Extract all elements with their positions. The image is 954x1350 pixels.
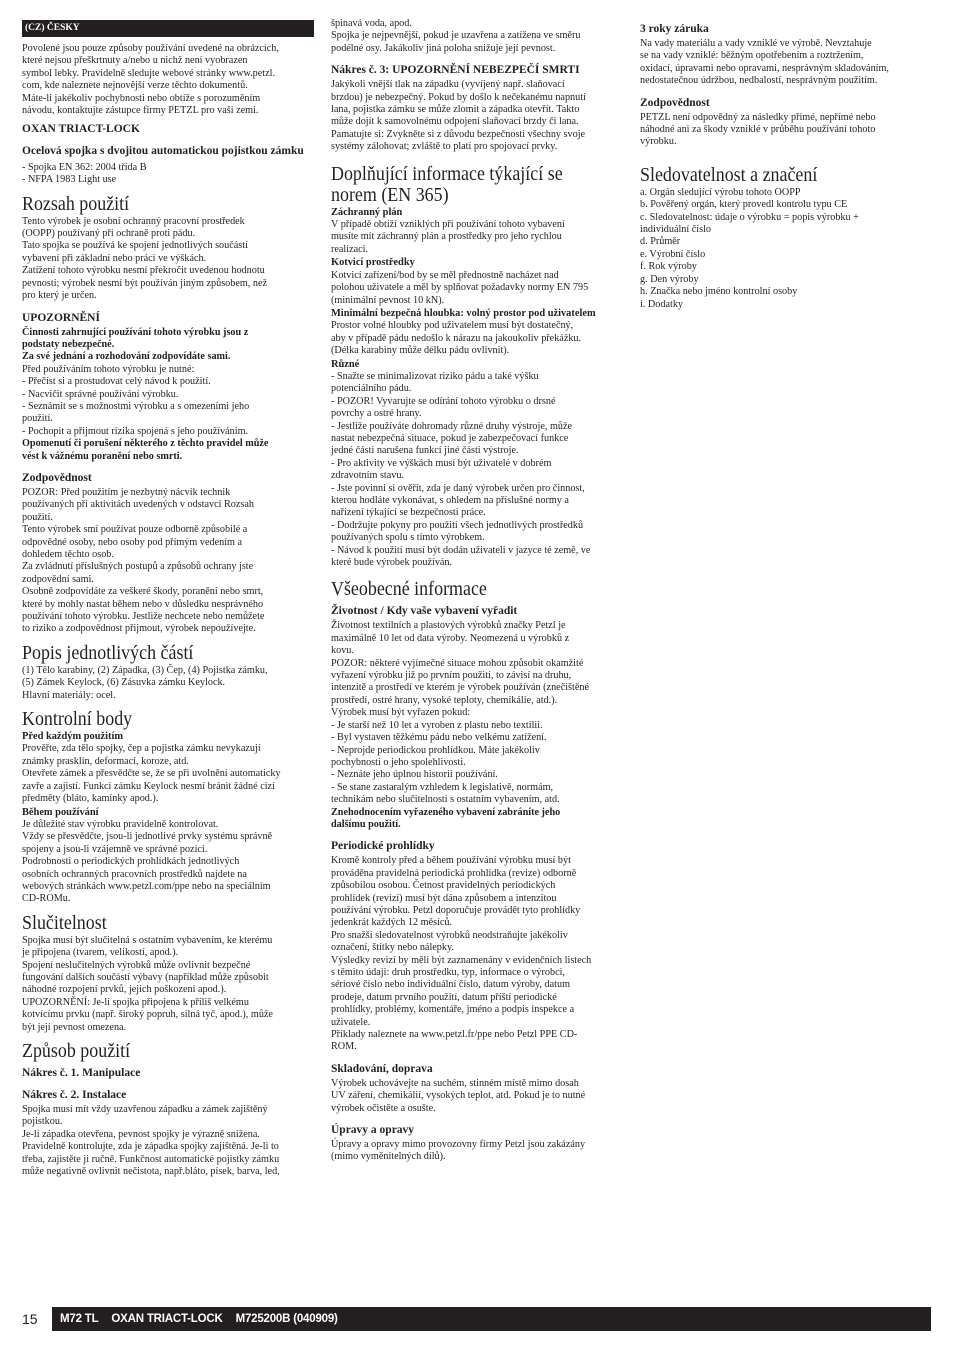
liability-text: PETZL není odpovědný za následky přímé, nepřímé nebo náhodné ani za škody vzniklé v průběhu používání tohoto výrobku. bbox=[640, 111, 876, 148]
footer-bar bbox=[52, 1307, 931, 1331]
parts-text: (1) Tělo karabiny, (2) Západka, (3) Čep, (4) Pojistka zámku, (5) Zámek Keylock, (6) Zásuvka zámku Keylock. Hlavní materiály: ocel. bbox=[22, 664, 268, 701]
warning-heading: UPOZORNĚNÍ bbox=[22, 311, 100, 324]
extra-info-heading: Doplňující informace týkající se norem (EN 365) bbox=[331, 163, 563, 206]
warning-bold-text: Činnosti zahrnující používání tohoto výrobku jsou z podstaty nebezpečné. Za své jednání a rozhodování zodpovídáte sami. bbox=[22, 326, 249, 363]
standards-list: - Spojka EN 362: 2004 třída B - NFPA 1983 Light use bbox=[22, 161, 147, 186]
scope-heading: Rozsah použití bbox=[22, 193, 130, 215]
before-use-heading: Před každým použitím bbox=[22, 731, 124, 743]
warranty-text: Na vady materiálu a vady vzniklé ve výrobě. Nevztahuje se na vady vzniklé: běžným opotřebením a roztržením, oxidací, úpravami nebo opravami, nesprávným skladováním, nedostatečnou údržbou, nedbalostí, nesprávným použitím. bbox=[640, 38, 889, 87]
lifetime-text: Životnost textilních a plastových výrobků značky Petzl je maximálně 10 let od data výroby. Neomezená u výrobků z kovu. POZOR: některé vyjímečné situace mohou způsobit okamžité vyřazení výrobku již po prvním použití, to závisí na druhu, intenzitě a prostředí ve kterém je výrobek používán (znečištěné prostředí, ostré hrany, vysoké teploty, chemikálie, atd.). Výrobek musí být vyřazen pokud: - Je starší než 10 let a vyroben z plastu nebo textilii. - Byl vystaven těžkému pádu nebo velkému zatížení. - Neprojde periodickou prohlídkou. Máte jakékoliv pochybnosti o jeho spolehlivosti. - Neznáte jeho úplnou historii používání. - Se stane zastaralým vzhledem k legislativě, normám, technikám nebo slučitelnosti s ostatním vybavením, atd. bbox=[331, 620, 589, 806]
during-use-heading: Během používání bbox=[22, 806, 99, 818]
usage-text-continued: špinavá voda, apod. Spojka je nejpevnější, pokud je uzavřena a zatížena ve směru podélné osy. Jakákoliv jiná poloha snižuje její pevnost. bbox=[331, 18, 581, 54]
liability-heading: Zodpovědnost bbox=[640, 96, 710, 109]
rescue-plan-text: V případě obtíží vzniklých při používání tohoto vybavení musíte mít záchranný plán a prostředky pro jeho rychlou realizaci. bbox=[331, 219, 565, 255]
column-2 bbox=[331, 18, 624, 1164]
product-name: OXAN TRIACT-LOCK bbox=[22, 123, 140, 136]
column-1 bbox=[22, 18, 314, 1178]
storage-heading: Skladování, doprava bbox=[331, 1062, 433, 1075]
compatibility-heading: Slučitelnost bbox=[22, 912, 107, 934]
responsibility-heading: Zodpovědnost bbox=[22, 471, 92, 484]
warning-text: Před používáním tohoto výrobku je nutné: - Přečíst si a prostudovat celý návod k použití. - Nacvičit správné používání výrobku. - Seznámit se s možnostmi výrobku a s omezeními jeho použití. - Pochopit a přijmout rizika spojená s jeho používáním. bbox=[22, 363, 250, 437]
periodic-inspection-text: Kromě kontroly před a během používání výrobku musí být prováděna pravidelná periodická prohlídka (revize) odborně způsobilou osobou. Četnost pravidelných periodických prohlídek (revizí) musí být dána způsobem a intenzitou používání výrobku. Petzl doporučuje provádět tyto prohlídky jedenkrát každých 12 měsíců. Pro snažší sledovatelnost výrobků neodstraňujte jakékoliv označení, štítky nebo nálepky. Výsledky revizí by měli být zaznamenány v evidenčních listech s těmito údaji: druh prostředku, typ, informace o výrobci, sériové číslo nebo individuální číslo, datum výroby, datum prodeje, datum prvního použití, datum příští periodické prohlídky, problémy, komentáře, jméno a podpis inspekce a uživatele. Příklady naleznete na www.petzl.fr/ppe nebo Petzl PPE CD- ROM. bbox=[331, 855, 592, 1053]
before-use-text: Prověřte, zda tělo spojky, čep a pojistka zámku nevykazují známky prasklin, deformací, koroze, atd. Otevřete zámek a přesvědčte se, že se při uvolnění automaticky zavře a zajistí. Funkci zámku Keylock nesmí bránit žádné cizí předměty (bláto, kamínky apod.). bbox=[22, 743, 281, 805]
footer-code: M72 TL bbox=[60, 1313, 99, 1325]
checks-heading: Kontrolní body bbox=[22, 709, 133, 731]
traceability-heading: Sledovatelnost a značení bbox=[640, 164, 818, 186]
general-info-heading: Všeobecné informace bbox=[331, 579, 487, 601]
traceability-list: a. Orgán sledující výrobu tohoto OOPP b. Pověřený orgán, který provedl kontrolu typu CE c. Sledovatelnost: údaje o výrobku = popis výrobku + individuální číslo d. Průměr e. Výrobní číslo f. Rok výroby g. Den výroby h. Značka nebo jméno kontrolní osoby i. Dodatky bbox=[640, 186, 859, 310]
page-footer bbox=[22, 1307, 931, 1331]
anchor-text: Kotvicí zařízení/bod by se měl přednostně nacházet nad polohou uživatele a měl by splňovat požadavky normy EN 795 (minimální pevnost 10 kN). bbox=[331, 269, 589, 306]
repairs-text: Úpravy a opravy mimo provozovny firmy Petzl jsou zakázány (mimo vyměnitelných dílů). bbox=[331, 1139, 586, 1163]
intro-text: Povolené jsou pouze způsoby používání uvedené na obrázcích, které nejsou přeškrtnuty a/nebo u nichž není vyobrazen symbol lebky. Pravidelně sledujte webové stránky www.petzl. com, kde naleznete nejnovější verze těchto dokumentů. Máte-li jakékoliv pochybnosti nebo obtíže s porozuměním návodu, kontaktujte zástupce firmy PETZL pro vaši zemi. bbox=[22, 43, 279, 117]
periodic-inspection-heading: Periodické prohlídky bbox=[331, 840, 435, 853]
usage-text: Spojka musí mít vždy uzavřenou západku a zámek zajištěný pojistkou. Je-li západka otevřena, pevnost spojky je výrazně snížena. Pravidelně kontrolujte, zda je západka spojky zajištěná. Je-li to třeba, zajistěte ji ručně. Funkčnost automatické pojistky zámku může negativně ovlivnit nečistota, např.bláto, písek, barva, led, bbox=[22, 1104, 280, 1178]
footer-product: OXAN TRIACT-LOCK bbox=[111, 1313, 223, 1325]
language-header: (CZ) ČESKY bbox=[22, 20, 314, 37]
parts-heading: Popis jednotlivých částí bbox=[22, 642, 194, 664]
lifetime-bold-text: Znehodnocením vyřazeného vybavení zabráníte jeho dalšímu použití. bbox=[331, 806, 561, 830]
figure-1-heading: Nákres č. 1. Manipulace bbox=[22, 1067, 141, 1079]
misc-text: - Snažte se minimalizovat riziko pádu a také výšku potenciálního pádu. - POZOR! Vyvarujte se odírání tohoto výrobku o drsné povrchy a ostré hrany. - Jestliže používáte dohromady různé druhy výstroje, může nastat nebezpečná situace, pokud je zabezpečovací funkce jedné části narušena funkcí jiné části výstroje. - Pro aktivity ve výškách musí být uživatelé v dobrém zdravotním stavu. - Jste povinni si ověřit, zda je daný výrobek určen pro činnost, kterou hodláte vykonávat, s ohledem na příslušné normy a nařízení týkající se bezpečnosti práce. - Dodržujte pokyny pro použití všech jednotlivých prostředků používaných spolu s tímto výrobkem. - Návod k použití musí být dodán uživateli v jazyce té země, ve které bude výrobek používán. bbox=[331, 370, 591, 569]
usage-heading: Způsob použití bbox=[22, 1041, 131, 1062]
rescue-plan-heading: Záchranný plán bbox=[331, 206, 403, 218]
figure-2-heading: Nákres č. 2. Instalace bbox=[22, 1089, 127, 1101]
scope-text: Tento výrobek je osobní ochranný pracovní prostředek (OOPP) používaný při ochraně proti pádu. Tato spojka se používá ke spojení jednotlivých součástí vybavení při základní nebo práci ve výškách. Zatížení tohoto výrobku nesmí překročit uvedenou hodnotu pevnosti; výrobek nesmí být používán jiným způsobem, než pro který je určen. bbox=[22, 215, 268, 302]
warning-bold-text-2: Opomenutí či porušení některého z těchto pravidel může vést k vážnému poranění nebo smrti. bbox=[22, 438, 269, 462]
during-use-text: Je důležité stav výrobku pravidelně kontrolovat. Vždy se přesvědčte, jsou-li jednotlivé prvky systému správně spojeny a jsou-li vzájemně ve správné pozici. Podrobnosti o periodických prohlídkách jednotlivých osobních ochranných pracovních prostředků najdete na webových stránkách www.petzl.com/ppe nebo na speciálním CD-ROMu. bbox=[22, 818, 273, 905]
column-3 bbox=[640, 18, 933, 311]
misc-heading: Různé bbox=[331, 358, 360, 370]
responsibility-text: POZOR: Před použitím je nezbytný nácvik technik používaných při aktivitách uvedených v odstavci Rozsah použití. Tento výrobek smí používat pouze odborně způsobilé a odpovědné osoby, nebo osoby pod přímým vedením a dohledem těchto osob. Za zvládnutí příslušných postupů a způsobů ochrany jste zodpovědní sami. Osobně zodpovídáte za veškeré škody, poranění nebo smrt, které by mohly nastat během nebo v důsledku nesprávného používání tohoto výrobku. Jestliže nechcete nebo nemůžete to riziko a zodpovědnost přijmout, výrobek nepoužívejte. bbox=[22, 486, 265, 635]
compatibility-text: Spojka musí být slučitelná s ostatním vybavením, ke kterému je připojena (tvarem, velikostí, apod.). Spojení neslučitelných výrobků může ovlivnit bezpečné fungování dalších součástí výbavy (například může způsobit náhodné rozpojení prvků, jejich poškození apod.). UPOZORNĚNÍ: Je-li spojka připojena k příliš velkému kotvícímu prvku (např. široký popruh, silná tyč, apod.), může být její pevnost omezena. bbox=[22, 934, 273, 1033]
product-description: Ocelová spojka s dvojitou automatickou pojistkou zámku bbox=[22, 144, 304, 157]
repairs-heading: Úpravy a opravy bbox=[331, 1124, 415, 1137]
lifetime-heading: Životnost / Kdy vaše vybavení vyřadit bbox=[331, 605, 518, 618]
figure-3-text: Jakýkoli vnější tlak na západku (vyvíjený např. slaňovací brzdou) je nebezpečný. Pokud by došlo k nečekanému napnutí lana, pojistka zámku se může zlomit a západka otevřít. Takto může dojít k samovolnému odpojení slaňovací brzdy či lana. Pamatujte si: Zvykněte si z důvodu bezpečnosti všechny svoje systémy zálohovat; zvláště to platí pro spojovací prvky. bbox=[331, 79, 586, 153]
clearance-text: Prostor volné hloubky pod uživatelem musí být dostatečný, aby v případě pádu nedošlo k nárazu na jakoukoliv překážku. (Délka karabiny může délku pádu ovlivnit). bbox=[331, 320, 582, 357]
storage-text: Výrobek uchovávejte na suchém, stinném místě mimo dosah UV záření, chemikálií, vysokých teplot, atd. Pokud je to nutné výrobek očistěte a osušte. bbox=[331, 1077, 586, 1114]
page-number: 15 bbox=[22, 1311, 38, 1327]
footer-ref: M725200B (040909) bbox=[235, 1313, 338, 1325]
clearance-heading: Minimální bezpečná hloubka: volný prostor pod uživatelem bbox=[331, 307, 596, 319]
anchor-heading: Kotvicí prostředky bbox=[331, 257, 415, 269]
figure-3-heading: Nákres č. 3: UPOZORNĚNÍ NEBEZPEČÍ SMRTI bbox=[331, 64, 580, 77]
warranty-heading: 3 roky záruka bbox=[640, 23, 709, 35]
